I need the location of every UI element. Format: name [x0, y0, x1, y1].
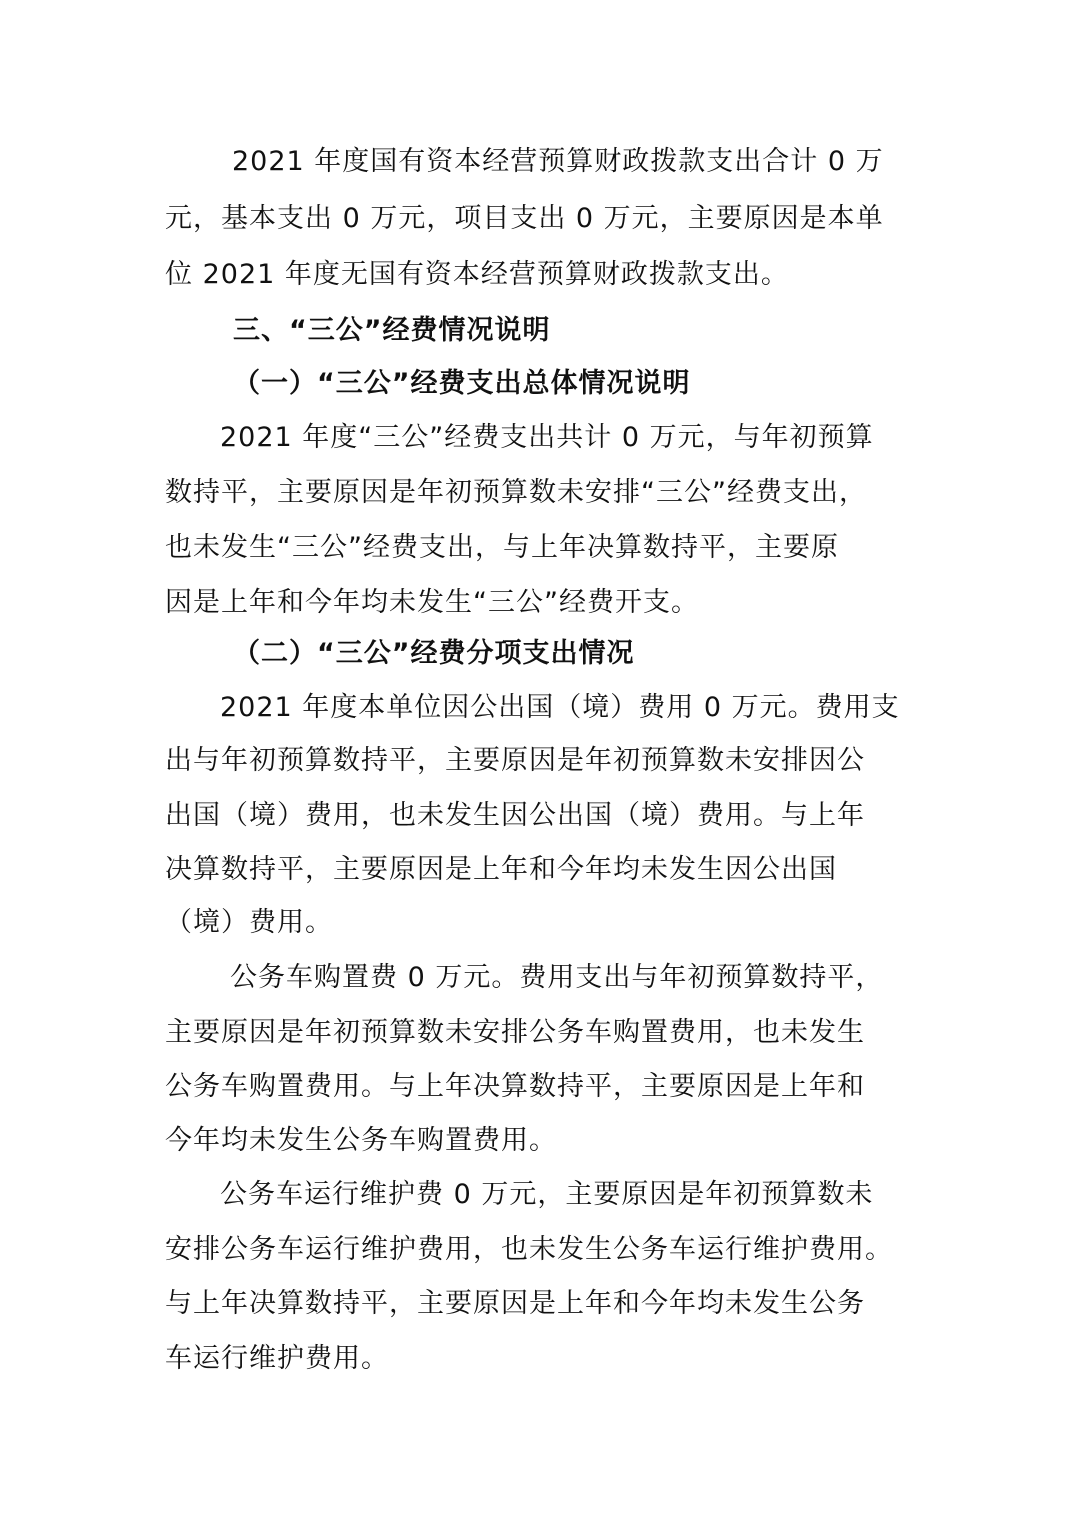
- text-line: 2021 年度国有资本经营预算财政拨款支出合计 0 万: [232, 146, 884, 177]
- text-line: 数持平，主要原因是年初预算数未安排“三公”经费支出，: [165, 477, 867, 508]
- text-line: 安排公务车运行维护费用，也未发生公务车运行维护费用。: [165, 1234, 893, 1265]
- text-line: 公务车购置费 0 万元。费用支出与年初预算数持平，: [230, 962, 884, 993]
- text-line: 2021 年度本单位因公出国（境）费用 0 万元。费用支: [220, 692, 900, 723]
- text-line: 因是上年和今年均未发生“三公”经费开支。: [165, 587, 699, 618]
- text-line: 今年均未发生公务车购置费用。: [165, 1125, 557, 1156]
- text-line: 出国（境）费用，也未发生因公出国（境）费用。与上年: [165, 800, 865, 831]
- text-line: 决算数持平，主要原因是上年和今年均未发生因公出国: [165, 854, 837, 885]
- text-line: 元，基本支出 0 万元，项目支出 0 万元，主要原因是本单: [165, 203, 884, 234]
- text-line: 车运行维护费用。: [165, 1343, 389, 1374]
- subsection-heading: （二）“三公”经费分项支出情况: [233, 638, 635, 669]
- text-line: 与上年决算数持平，主要原因是上年和今年均未发生公务: [165, 1288, 865, 1319]
- text-line: （境）费用。: [165, 907, 333, 938]
- text-line: 公务车运行维护费 0 万元，主要原因是年初预算数未: [220, 1179, 874, 1210]
- section-heading: 三、“三公”经费情况说明: [233, 315, 551, 346]
- text-line: 也未发生“三公”经费支出，与上年决算数持平，主要原: [165, 532, 839, 563]
- text-line: 出与年初预算数持平，主要原因是年初预算数未安排因公: [165, 745, 865, 776]
- text-line: 主要原因是年初预算数未安排公务车购置费用，也未发生: [165, 1017, 865, 1048]
- text-line: 公务车购置费用。与上年决算数持平，主要原因是上年和: [165, 1071, 865, 1102]
- text-line: 2021 年度“三公”经费支出共计 0 万元，与年初预算: [220, 422, 874, 453]
- subsection-heading: （一）“三公”经费支出总体情况说明: [233, 368, 691, 399]
- text-line: 位 2021 年度无国有资本经营预算财政拨款支出。: [165, 259, 789, 290]
